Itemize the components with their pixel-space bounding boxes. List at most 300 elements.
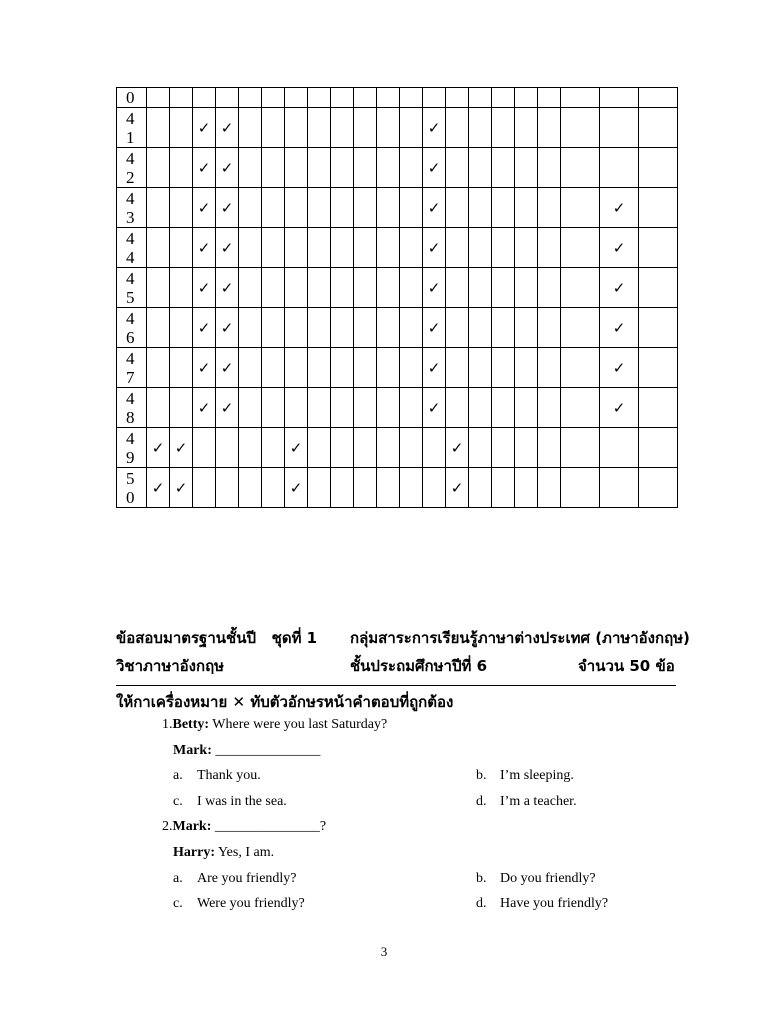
row-number-digit: 4 xyxy=(126,247,135,267)
grid-cell xyxy=(354,308,377,348)
question-count: จำนวน 50 ข้อ xyxy=(578,657,675,675)
grid-cell xyxy=(285,308,308,348)
q1-option-d[interactable]: d. I’m a teacher. xyxy=(476,794,577,809)
row-number-digit: 4 xyxy=(126,108,135,128)
grid-cell xyxy=(377,468,400,508)
grid-cell xyxy=(446,348,469,388)
grid-cell xyxy=(423,268,446,308)
grid-cell xyxy=(377,148,400,188)
subject: วิชาภาษาอังกฤษ xyxy=(116,657,225,675)
grid-cell xyxy=(331,268,354,308)
grid-cell xyxy=(538,88,561,108)
check-mark-icon: ✓ xyxy=(197,198,211,217)
grid-cell xyxy=(354,188,377,228)
grid-cell xyxy=(446,148,469,188)
grid-cell xyxy=(377,108,400,148)
question-1-reply: Mark: _______________ xyxy=(173,743,321,758)
grid-cell xyxy=(147,88,170,108)
grid-cell xyxy=(639,388,678,428)
grid-row-number xyxy=(117,308,147,348)
grid-cell xyxy=(423,388,446,428)
row-number-digit: 7 xyxy=(126,367,135,387)
row-number-digit: 4 xyxy=(126,388,135,408)
q1-option-a[interactable]: a. Thank you. xyxy=(173,768,261,783)
grade-level: ชั้นประถมศึกษาปีที่ 6 xyxy=(350,657,488,675)
grid-cell xyxy=(193,348,216,388)
check-mark-icon: ✓ xyxy=(612,198,626,217)
check-mark-icon: ✓ xyxy=(427,358,441,377)
row-number-digit: 0 xyxy=(126,88,135,107)
grid-cell xyxy=(538,348,561,388)
grid-cell xyxy=(600,308,639,348)
grid-cell xyxy=(170,148,193,188)
grid-cell xyxy=(600,228,639,268)
grid-cell xyxy=(469,148,492,188)
check-mark-icon: ✓ xyxy=(289,438,303,457)
grid-cell xyxy=(308,88,331,108)
check-mark-icon: ✓ xyxy=(427,398,441,417)
grid-cell xyxy=(600,468,639,508)
check-mark-icon: ✓ xyxy=(174,478,188,497)
grid-cell xyxy=(400,308,423,348)
check-mark-icon: ✓ xyxy=(220,398,234,417)
grid-row-number xyxy=(117,388,147,428)
grid-cell xyxy=(331,148,354,188)
grid-cell xyxy=(561,348,600,388)
grid-cell xyxy=(538,108,561,148)
grid-cell xyxy=(561,428,600,468)
grid-row-number xyxy=(117,188,147,228)
grid-cell xyxy=(492,468,515,508)
grid-cell xyxy=(193,188,216,228)
grid-cell xyxy=(538,468,561,508)
grid-cell xyxy=(170,468,193,508)
grid-cell xyxy=(285,428,308,468)
grid-row-number xyxy=(117,348,147,388)
row-number-digit: 1 xyxy=(126,127,135,147)
row-number-digit: 8 xyxy=(126,407,135,427)
grid-cell xyxy=(239,348,262,388)
grid-cell xyxy=(262,108,285,148)
grid-cell xyxy=(469,268,492,308)
grid-cell xyxy=(331,428,354,468)
grid-cell xyxy=(285,148,308,188)
grid-cell xyxy=(377,88,400,108)
grid-cell xyxy=(308,108,331,148)
grid-cell xyxy=(600,188,639,228)
grid-row-number xyxy=(117,148,147,188)
check-mark-icon: ✓ xyxy=(220,358,234,377)
grid-cell xyxy=(216,88,239,108)
grid-cell xyxy=(446,468,469,508)
check-mark-icon: ✓ xyxy=(612,278,626,297)
grid-row xyxy=(117,268,678,308)
grid-cell xyxy=(354,348,377,388)
grid-cell xyxy=(492,148,515,188)
grid-cell xyxy=(147,228,170,268)
check-mark-icon: ✓ xyxy=(427,198,441,217)
grid-cell xyxy=(216,308,239,348)
check-mark-icon: ✓ xyxy=(197,358,211,377)
grid-cell xyxy=(538,228,561,268)
grid-cell xyxy=(561,268,600,308)
grid-cell xyxy=(469,188,492,228)
grid-cell xyxy=(239,108,262,148)
grid-cell xyxy=(561,308,600,348)
answer-key-grid xyxy=(116,87,678,508)
grid-cell xyxy=(561,188,600,228)
grid-cell xyxy=(239,188,262,228)
grid-cell xyxy=(377,188,400,228)
grid-cell xyxy=(262,228,285,268)
check-mark-icon: ✓ xyxy=(197,118,211,137)
grid-cell xyxy=(538,148,561,188)
grid-cell xyxy=(400,228,423,268)
check-mark-icon: ✓ xyxy=(151,438,165,457)
learning-area: กลุ่มสาระการเรียนรู้ภาษาต่างประเทศ (ภาษาอังกฤษ) xyxy=(350,629,690,647)
check-mark-icon: ✓ xyxy=(151,478,165,497)
grid-cell xyxy=(492,388,515,428)
check-mark-icon: ✓ xyxy=(612,238,626,257)
check-mark-icon: ✓ xyxy=(220,198,234,217)
grid-cell xyxy=(239,268,262,308)
grid-cell xyxy=(147,268,170,308)
grid-cell xyxy=(492,428,515,468)
grid-cell xyxy=(561,228,600,268)
exam-set: ชุดที่ 1 xyxy=(271,629,318,647)
grid-cell xyxy=(262,428,285,468)
check-mark-icon: ✓ xyxy=(427,278,441,297)
grid-cell xyxy=(193,88,216,108)
grid-cell xyxy=(147,348,170,388)
grid-row xyxy=(117,228,678,268)
grid-cell xyxy=(515,268,538,308)
grid-cell xyxy=(331,468,354,508)
grid-cell xyxy=(600,148,639,188)
check-mark-icon: ✓ xyxy=(289,478,303,497)
grid-cell xyxy=(538,388,561,428)
grid-cell xyxy=(492,188,515,228)
grid-cell xyxy=(515,468,538,508)
grid-cell xyxy=(423,348,446,388)
grid-cell xyxy=(331,88,354,108)
grid-cell xyxy=(446,428,469,468)
grid-cell xyxy=(469,88,492,108)
check-mark-icon: ✓ xyxy=(427,158,441,177)
grid-row-number xyxy=(117,108,147,148)
grid-cell xyxy=(331,388,354,428)
grid-cell xyxy=(262,188,285,228)
grid-cell xyxy=(354,108,377,148)
row-number-digit: 5 xyxy=(126,468,135,488)
grid-cell xyxy=(377,228,400,268)
grid-cell xyxy=(308,268,331,308)
grid-cell xyxy=(193,388,216,428)
grid-cell xyxy=(285,108,308,148)
grid-cell xyxy=(515,108,538,148)
cross-mark-icon: ✕ xyxy=(232,693,246,711)
q1-option-b[interactable]: b. I’m sleeping. xyxy=(476,768,574,783)
grid-cell xyxy=(216,108,239,148)
grid-cell xyxy=(400,428,423,468)
grid-cell xyxy=(239,228,262,268)
grid-cell xyxy=(469,428,492,468)
row-number-digit: 4 xyxy=(126,148,135,168)
grid-cell xyxy=(423,88,446,108)
grid-cell xyxy=(561,148,600,188)
grid-cell xyxy=(515,308,538,348)
grid-cell xyxy=(639,308,678,348)
grid-cell xyxy=(400,148,423,188)
grid-cell xyxy=(423,228,446,268)
grid-row xyxy=(117,348,678,388)
grid-cell xyxy=(469,308,492,348)
grid-cell xyxy=(600,268,639,308)
grid-cell xyxy=(515,88,538,108)
grid-cell xyxy=(423,188,446,228)
grid-cell xyxy=(170,268,193,308)
grid-row xyxy=(117,88,678,108)
grid-cell xyxy=(262,308,285,348)
grid-cell xyxy=(193,308,216,348)
grid-cell xyxy=(193,468,216,508)
grid-cell xyxy=(639,108,678,148)
grid-row xyxy=(117,148,678,188)
grid-cell xyxy=(423,308,446,348)
grid-row xyxy=(117,188,678,228)
grid-cell xyxy=(216,268,239,308)
grid-cell xyxy=(354,428,377,468)
check-mark-icon: ✓ xyxy=(220,318,234,337)
grid-cell xyxy=(354,228,377,268)
grid-cell xyxy=(216,148,239,188)
grid-cell xyxy=(354,148,377,188)
grid-cell xyxy=(377,348,400,388)
grid-cell xyxy=(400,108,423,148)
grid-cell xyxy=(400,468,423,508)
grid-cell xyxy=(170,228,193,268)
grid-cell xyxy=(354,468,377,508)
grid-cell xyxy=(285,388,308,428)
check-mark-icon: ✓ xyxy=(220,278,234,297)
grid-cell xyxy=(377,428,400,468)
grid-cell xyxy=(400,268,423,308)
check-mark-icon: ✓ xyxy=(197,238,211,257)
grid-cell xyxy=(492,308,515,348)
grid-cell xyxy=(147,148,170,188)
check-mark-icon: ✓ xyxy=(427,318,441,337)
grid-row xyxy=(117,308,678,348)
check-mark-icon: ✓ xyxy=(220,158,234,177)
grid-cell xyxy=(538,188,561,228)
grid-cell xyxy=(216,428,239,468)
grid-cell xyxy=(515,428,538,468)
check-mark-icon: ✓ xyxy=(197,278,211,297)
grid-cell xyxy=(515,228,538,268)
row-number-digit: 4 xyxy=(126,348,135,368)
grid-cell xyxy=(331,228,354,268)
grid-cell xyxy=(331,308,354,348)
grid-cell xyxy=(308,428,331,468)
grid-cell xyxy=(170,108,193,148)
grid-cell xyxy=(170,308,193,348)
grid-cell xyxy=(446,108,469,148)
grid-cell xyxy=(515,188,538,228)
grid-cell xyxy=(331,108,354,148)
grid-row xyxy=(117,388,678,428)
grid-cell xyxy=(469,348,492,388)
check-mark-icon: ✓ xyxy=(450,438,464,457)
question-2: 2.Mark: _______________? xyxy=(162,819,327,834)
grid-cell xyxy=(331,348,354,388)
question-1: 1.Betty: Where were you last Saturday? xyxy=(162,717,388,732)
grid-cell xyxy=(216,348,239,388)
grid-row-number xyxy=(117,268,147,308)
q2-option-c[interactable]: c. Were you friendly? xyxy=(173,896,305,911)
grid-cell xyxy=(308,228,331,268)
grid-cell xyxy=(423,428,446,468)
grid-cell xyxy=(600,348,639,388)
grid-cell xyxy=(538,268,561,308)
check-mark-icon: ✓ xyxy=(220,118,234,137)
exam-title: ข้อสอบมาตรฐานชั้นปี ชุดที่ 1 xyxy=(116,629,318,647)
check-mark-icon: ✓ xyxy=(450,478,464,497)
grid-cell xyxy=(193,268,216,308)
grid-cell xyxy=(600,428,639,468)
check-mark-icon: ✓ xyxy=(197,318,211,337)
grid-cell xyxy=(446,268,469,308)
row-number-digit: 4 xyxy=(126,268,135,288)
grid-cell xyxy=(377,388,400,428)
grid-cell xyxy=(469,388,492,428)
grid-cell xyxy=(147,388,170,428)
grid-cell xyxy=(446,88,469,108)
grid-cell xyxy=(561,468,600,508)
grid-cell xyxy=(492,348,515,388)
grid-cell xyxy=(216,228,239,268)
grid-cell xyxy=(561,108,600,148)
grid-cell xyxy=(239,308,262,348)
grid-cell xyxy=(308,308,331,348)
grid-cell xyxy=(400,88,423,108)
check-mark-icon: ✓ xyxy=(612,358,626,377)
grid-cell xyxy=(423,148,446,188)
q1-option-c[interactable]: c. I was in the sea. xyxy=(173,794,287,809)
grid-cell xyxy=(639,188,678,228)
grid-cell xyxy=(262,148,285,188)
grid-cell xyxy=(538,428,561,468)
grid-cell xyxy=(515,148,538,188)
grid-row xyxy=(117,108,678,148)
grid-cell xyxy=(446,188,469,228)
q2-option-b[interactable]: b. Do you friendly? xyxy=(476,871,596,886)
grid-cell xyxy=(639,348,678,388)
row-number-digit: 4 xyxy=(126,228,135,248)
grid-cell xyxy=(308,348,331,388)
grid-cell xyxy=(193,148,216,188)
grid-cell xyxy=(308,188,331,228)
row-number-digit: 9 xyxy=(126,447,135,467)
row-number-digit: 4 xyxy=(126,428,135,448)
grid-cell xyxy=(469,468,492,508)
grid-cell xyxy=(639,268,678,308)
check-mark-icon: ✓ xyxy=(612,398,626,417)
grid-cell xyxy=(285,228,308,268)
grid-cell xyxy=(561,388,600,428)
grid-cell xyxy=(216,468,239,508)
grid-row xyxy=(117,468,678,508)
grid-cell xyxy=(492,88,515,108)
grid-cell xyxy=(193,108,216,148)
grid-cell xyxy=(262,88,285,108)
grid-cell xyxy=(446,308,469,348)
grid-cell xyxy=(147,468,170,508)
grid-cell xyxy=(285,88,308,108)
grid-cell xyxy=(377,268,400,308)
grid-cell xyxy=(377,308,400,348)
grid-cell xyxy=(262,468,285,508)
grid-cell xyxy=(492,228,515,268)
grid-cell xyxy=(639,428,678,468)
check-mark-icon: ✓ xyxy=(220,238,234,257)
grid-cell xyxy=(515,388,538,428)
check-mark-icon: ✓ xyxy=(197,398,211,417)
grid-cell xyxy=(600,88,639,108)
grid-cell xyxy=(170,88,193,108)
grid-cell xyxy=(538,308,561,348)
grid-cell xyxy=(600,108,639,148)
instruction: ให้กาเครื่องหมาย ✕ ทับตัวอักษรหน้าคำตอบที่ถูกต้อง xyxy=(116,693,454,711)
q2-option-a[interactable]: a. Are you friendly? xyxy=(173,871,297,886)
grid-cell xyxy=(308,468,331,508)
grid-cell xyxy=(216,188,239,228)
grid-cell xyxy=(285,268,308,308)
grid-row xyxy=(117,428,678,468)
check-mark-icon: ✓ xyxy=(427,238,441,257)
grid-cell xyxy=(354,88,377,108)
grid-cell xyxy=(193,428,216,468)
grid-cell xyxy=(400,188,423,228)
grid-cell xyxy=(147,428,170,468)
row-number-digit: 4 xyxy=(126,188,135,208)
grid-cell xyxy=(492,108,515,148)
grid-cell xyxy=(170,428,193,468)
q2-option-d[interactable]: d. Have you friendly? xyxy=(476,896,609,911)
grid-cell xyxy=(446,228,469,268)
row-number-digit: 5 xyxy=(126,287,135,307)
grid-cell xyxy=(639,468,678,508)
grid-cell xyxy=(262,268,285,308)
row-number-digit: 6 xyxy=(126,327,135,347)
grid-row-number xyxy=(117,468,147,508)
grid-cell xyxy=(469,108,492,148)
row-number-digit: 0 xyxy=(126,487,135,507)
grid-cell xyxy=(446,388,469,428)
row-number-digit: 4 xyxy=(126,308,135,328)
grid-row-number xyxy=(117,228,147,268)
grid-cell xyxy=(216,388,239,428)
header-divider xyxy=(116,685,676,686)
page-number: 3 xyxy=(380,944,388,959)
grid-cell xyxy=(469,228,492,268)
grid-cell xyxy=(354,268,377,308)
check-mark-icon: ✓ xyxy=(612,318,626,337)
grid-cell xyxy=(285,348,308,388)
row-number-digit: 3 xyxy=(126,207,135,227)
grid-cell xyxy=(400,348,423,388)
grid-cell xyxy=(147,188,170,228)
grid-cell xyxy=(239,148,262,188)
